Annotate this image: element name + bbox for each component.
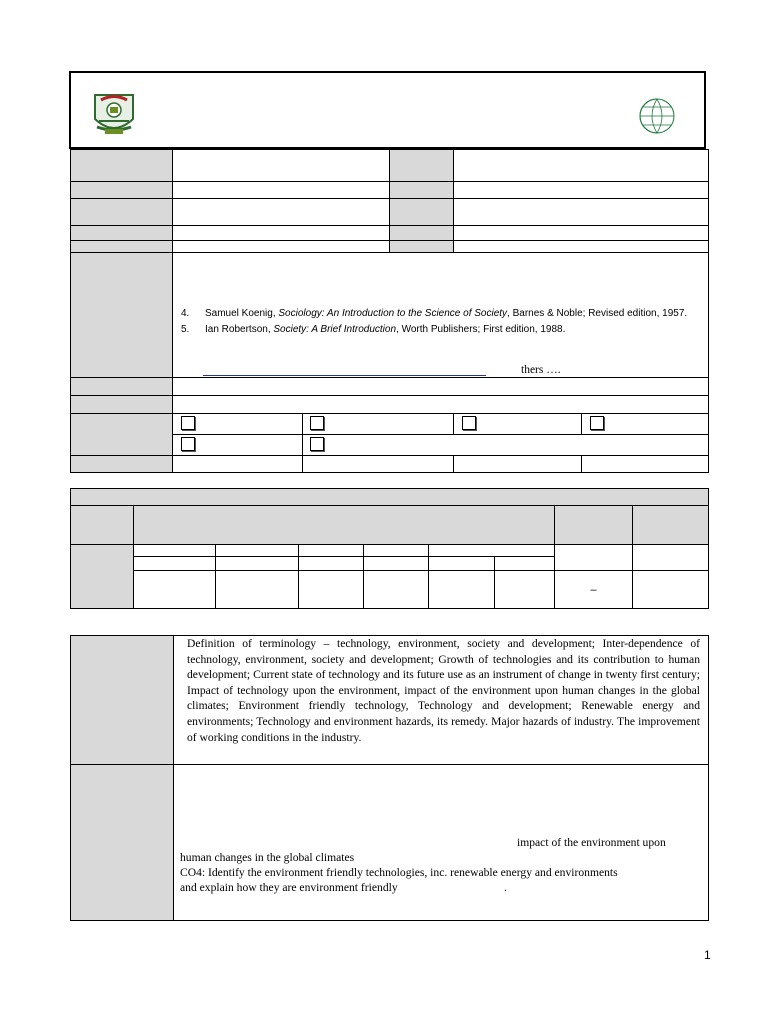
references-cell (173, 253, 709, 378)
marks-distribution-table (70, 488, 709, 609)
course-info-table (70, 149, 709, 473)
checkbox-cell (173, 414, 303, 435)
marks-cell (299, 571, 364, 609)
checkbox[interactable] (462, 416, 476, 430)
marks-label-cell (555, 506, 633, 545)
checkbox-cell (173, 435, 303, 456)
info-label-cell (390, 241, 454, 253)
course-content-table (70, 635, 709, 921)
checkbox-cell (303, 435, 709, 456)
course-content-text: Definition of terminology – technology, environment, society and development; Inter-dependence of technology, environment, society and development; Growth of technologies and its contribution to human development; Current state of technology and its future use as an instrument of change in twenty first century; Impact of technology upon the environment, impact of the environment upon human changes in the global climates; Environment friendly technology, Technology and development; Renewable energy and environments; Technology and environment hazards, its remedy. Major hazards of industry. The improvement of working conditions in the industry. (187, 637, 700, 744)
info-label-cell (71, 241, 173, 253)
marks-label-cell (134, 506, 555, 545)
marks-label-cell (71, 506, 134, 545)
course-content-cell (174, 636, 709, 765)
info-value-cell (454, 226, 709, 241)
document-header (69, 71, 706, 149)
info-label-cell (71, 182, 173, 199)
info-label-cell (71, 199, 173, 226)
course-content-label-cell (71, 636, 174, 765)
marks-cell (299, 557, 364, 571)
info-label-cell (71, 226, 173, 241)
info-value-cell (454, 456, 582, 473)
info-value-cell (454, 182, 709, 199)
assessment-label-cell (71, 414, 173, 456)
info-value-cell (173, 241, 390, 253)
checkbox[interactable] (310, 437, 324, 451)
checkbox[interactable] (181, 416, 195, 430)
outcome-line: CO4: Identify the environment friendly technologies, inc. renewable energy and environments (180, 866, 618, 879)
marks-cell (555, 545, 633, 571)
checkbox[interactable] (181, 437, 195, 451)
info-label-cell (71, 378, 173, 396)
checkbox-cell (303, 414, 454, 435)
marks-cell (364, 545, 429, 557)
info-label-cell (390, 182, 454, 199)
info-value-cell (454, 150, 709, 182)
checkbox-cell (582, 414, 709, 435)
marks-cell (364, 557, 429, 571)
marks-label-cell (633, 506, 709, 545)
info-value-cell (173, 456, 303, 473)
marks-cell (134, 571, 216, 609)
info-value-cell (173, 182, 390, 199)
marks-cell (429, 571, 495, 609)
marks-cell (134, 545, 216, 557)
info-value-cell (173, 226, 390, 241)
marks-cell (216, 545, 299, 557)
marks-cell (216, 557, 299, 571)
info-value-cell (454, 241, 709, 253)
university-logo-icon (91, 91, 137, 137)
marks-label-cell (71, 545, 134, 609)
marks-cell (495, 557, 555, 571)
course-outcomes-cell (174, 765, 709, 921)
reference-item: 4. Samuel Koenig, Sociology: An Introduction to the Science of Society, Barnes & Noble; Revised edition, 1957. (181, 308, 688, 319)
info-label-cell (390, 226, 454, 241)
info-label-cell (390, 199, 454, 226)
marks-cell (429, 557, 495, 571)
dash-mark: – (590, 583, 597, 596)
marks-cell (633, 545, 709, 571)
hyperlink-underline[interactable] (203, 375, 486, 376)
info-value-cell (454, 199, 709, 226)
marks-cell (216, 571, 299, 609)
marks-cell (429, 545, 555, 557)
checkbox[interactable] (310, 416, 324, 430)
marks-cell (633, 571, 709, 609)
info-value-cell (582, 456, 709, 473)
info-value-cell (173, 199, 390, 226)
outcome-line-end: . (504, 881, 507, 894)
references-label-cell (71, 253, 173, 378)
page-number: 1 (704, 948, 711, 962)
marks-cell (134, 557, 216, 571)
info-value-cell (303, 456, 454, 473)
checkbox[interactable] (590, 416, 604, 430)
others-text: thers …. (521, 364, 561, 376)
checkbox-cell (454, 414, 582, 435)
marks-header-bar (71, 489, 709, 506)
info-label-cell (71, 456, 173, 473)
info-label-cell (71, 396, 173, 414)
oic-crescent-logo-icon (631, 93, 679, 139)
info-value-cell (173, 150, 390, 182)
info-value-cell (173, 396, 709, 414)
info-value-cell (173, 378, 709, 396)
marks-cell (299, 545, 364, 557)
outcome-line: human changes in the global climates (180, 851, 355, 864)
marks-cell (555, 571, 633, 609)
reference-item: 5. Ian Robertson, Society: A Brief Introduction, Worth Publishers; First edition, 1988. (181, 324, 566, 335)
info-label-cell (390, 150, 454, 182)
marks-cell (364, 571, 429, 609)
outcome-line: and explain how they are environment friendly (180, 881, 398, 894)
outcome-line: impact of the environment upon (517, 836, 666, 849)
marks-cell (495, 571, 555, 609)
course-outcomes-label-cell (71, 765, 174, 921)
info-label-cell (71, 150, 173, 182)
